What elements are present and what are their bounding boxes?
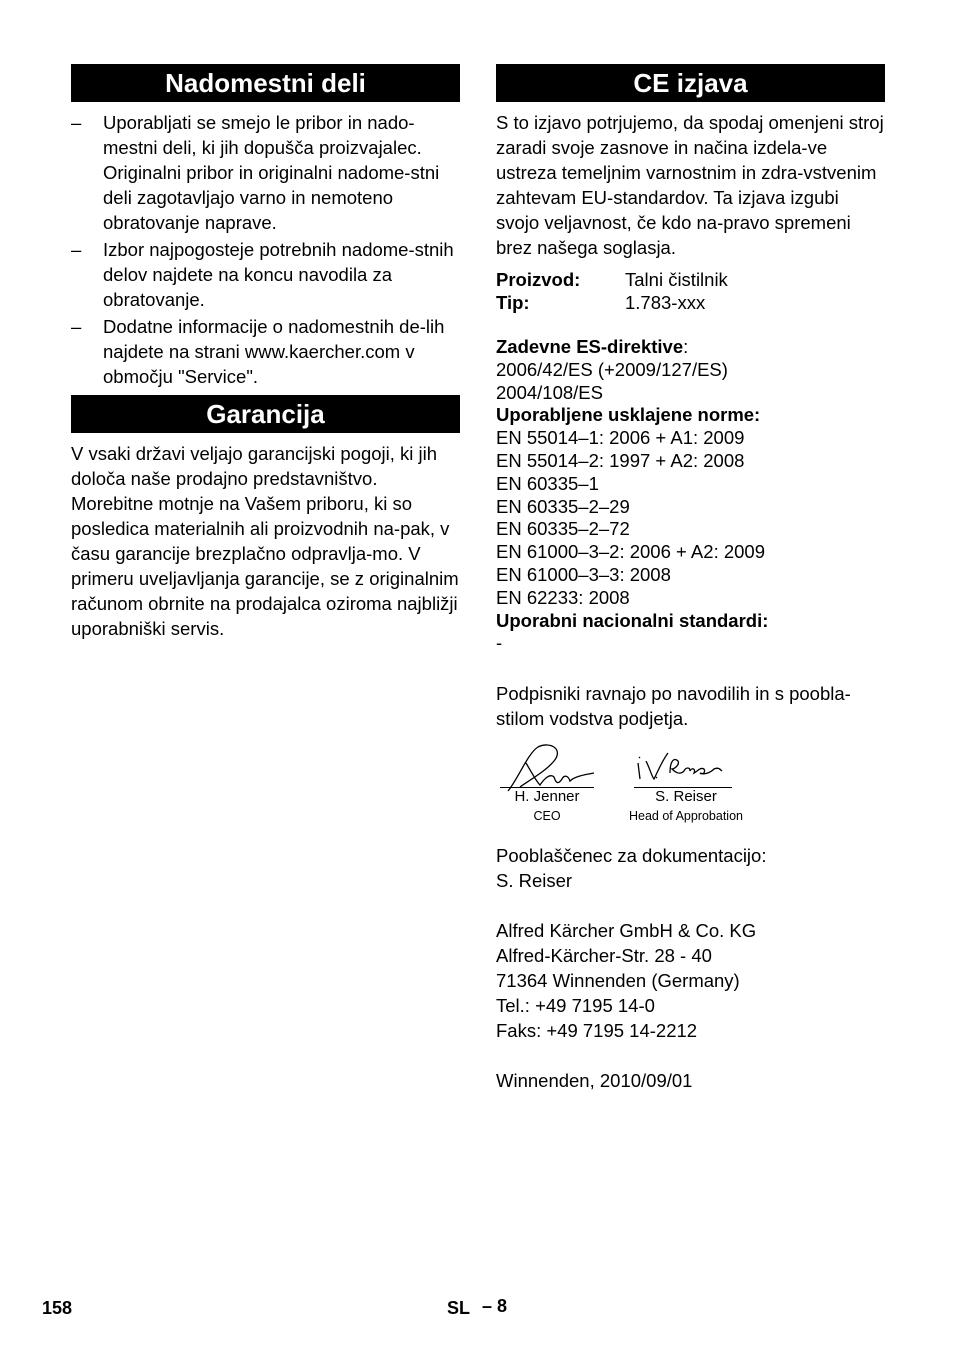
list-item: – Uporabljati se smejo le pribor in nado-mestni deli, ki jih dopušča proizvajalec. Originalni pribor in originalni nadome-stni deli zagotavljajo varno in nemoteno obratovanje naprave. <box>71 112 440 233</box>
dash-bullet: – <box>71 239 82 260</box>
signatory-title: CEO <box>533 809 561 824</box>
norm-item: EN 55014–2: 1997 + A2: 2008 <box>496 449 745 471</box>
product-value: Talni čistilnik <box>625 269 728 290</box>
list-item: – Izbor najpogosteje potrebnih nadome-stnih delov najdete na koncu navodila za obratovanje. <box>71 239 454 310</box>
directives-heading: Zadevne ES-direktive: <box>496 336 689 357</box>
left-column <box>71 64 460 641</box>
norm-item: EN 61000–3–2: 2006 + A2: 2009 <box>496 541 765 563</box>
product-label: Proizvod: <box>496 269 581 290</box>
norm-item: EN 60335–2–29 <box>496 495 630 517</box>
list-item: – Dodatne informacije o nadomestnih de-lih najdete na strani www.kaercher.com v območju "Service". <box>71 316 445 387</box>
signatories-text: Podpisniki ravnajo po navodilih in s poobla-stilom vodstva podjetja. <box>496 683 851 730</box>
spare-parts-list <box>71 110 460 389</box>
signature-block <box>496 743 885 843</box>
ce-declaration-heading: CE izjava <box>496 64 885 102</box>
place-date: Winnenden, 2010/09/01 <box>496 1070 693 1092</box>
address-line: 71364 Winnenden (Germany) <box>496 970 740 992</box>
company-address <box>496 918 885 1043</box>
address-line: Alfred Kärcher GmbH & Co. KG <box>496 920 757 942</box>
address-line: Alfred-Kärcher-Str. 28 - 40 <box>496 945 712 967</box>
documentation-representative-label: Pooblaščenec za dokumentacijo: <box>496 845 767 867</box>
documentation-representative-name: S. Reiser <box>496 870 573 892</box>
warranty-text: V vsaki državi veljajo garancijski pogoji, ki jih določa naše prodajno predstavništvo. Morebitne motnje na Vašem priboru, ki so posledica materialnih ali proizvodnih na-pak, v času garancije brezplačno odpravlja-mo. V primeru uveljavljanja garancije, se z originalnim računom obrnite na prodajalca oziroma najbližji uporabniški servis. <box>71 443 459 639</box>
address-line: Tel.: +49 7195 14-0 <box>496 995 655 1017</box>
signatory-name: H. Jenner <box>514 788 580 806</box>
right-column <box>496 64 885 1093</box>
page-number: 158 <box>42 1298 73 1318</box>
harmonized-norms-heading: Uporabljene usklajene norme: <box>496 404 761 426</box>
address-line: Faks: +49 7195 14-2212 <box>496 1020 698 1042</box>
dash-bullet: – <box>71 316 82 337</box>
dash-bullet: – <box>71 112 82 133</box>
signatory-name: S. Reiser <box>655 788 717 806</box>
national-standards-value: - <box>496 632 503 654</box>
directive-item: 2006/42/ES (+2009/127/ES) <box>496 358 728 380</box>
type-value: 1.783-xxx <box>625 292 706 313</box>
type-row <box>496 291 885 314</box>
signatory-jenner <box>500 787 594 824</box>
norm-item: EN 55014–1: 2006 + A1: 2009 <box>496 427 745 449</box>
signature-reiser-icon <box>634 747 734 791</box>
norm-item: EN 60335–1 <box>496 472 599 494</box>
warranty-heading: Garancija <box>71 395 460 433</box>
ce-intro-text: S to izjavo potrjujemo, da spodaj omenjeni stroj zaradi svoje zasnove in načina izdela-ve ustreza temeljnim varnostnim in zdra-vstvenim zahtevam EU-standardov. Ta izjava izgubi svojo veljavnost, če kdo na-pravo spremeni brez našega soglasja. <box>496 112 884 258</box>
type-label: Tip: <box>496 292 530 313</box>
signatory-reiser <box>616 787 756 824</box>
norm-item: EN 61000–3–3: 2008 <box>496 563 671 585</box>
language-code: SL <box>447 1298 471 1318</box>
spare-parts-heading: Nadomestni deli <box>71 64 460 102</box>
national-standards-heading: Uporabni nacionalni standardi: <box>496 609 769 631</box>
section-page-number: – 8 <box>482 1296 508 1316</box>
norm-item: EN 60335–2–72 <box>496 518 630 540</box>
directive-item: 2004/108/ES <box>496 381 603 403</box>
signatory-title: Head of Approbation <box>629 809 743 824</box>
product-row <box>496 268 885 291</box>
norm-item: EN 62233: 2008 <box>496 586 630 608</box>
